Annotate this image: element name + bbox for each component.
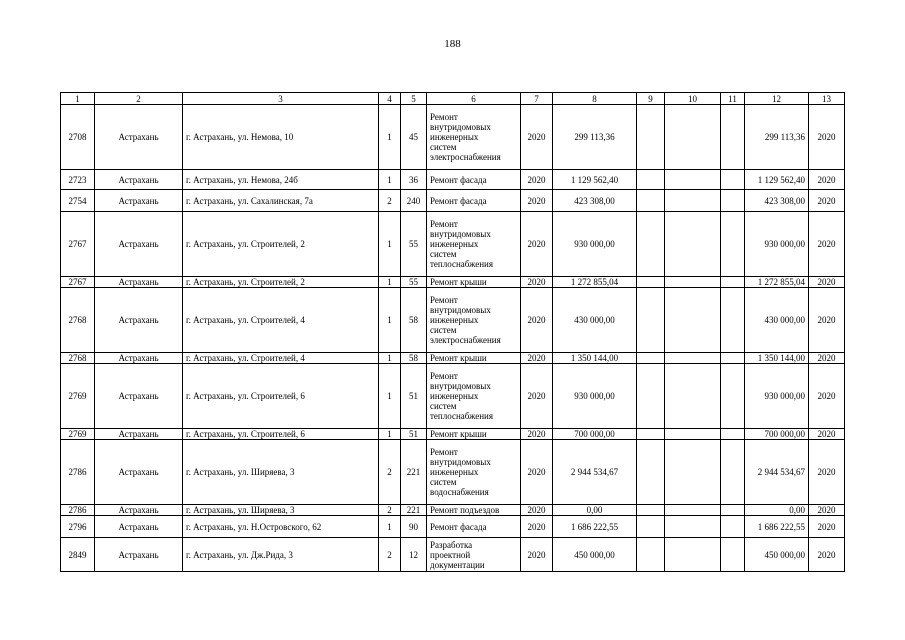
- completion-year-cell: 2020: [809, 516, 845, 538]
- municipality-cell: Астрахань: [95, 440, 183, 505]
- column-number-9: 9: [637, 93, 665, 105]
- col-11-value-cell: [721, 288, 745, 353]
- municipality-cell: Астрахань: [95, 505, 183, 516]
- col-5-value-cell: 55: [401, 212, 427, 277]
- col-10-value-cell: [665, 440, 721, 505]
- municipality-cell: Астрахань: [95, 538, 183, 572]
- amount-cell: 700 000,00: [553, 429, 637, 440]
- col-4-value-cell: 2: [379, 440, 401, 505]
- work-type-cell: Ремонт внутридомовых инженерных систем водоснабжения: [427, 440, 521, 505]
- work-type-cell: Ремонт внутридомовых инженерных систем электроснабжения: [427, 105, 521, 170]
- col-9-value-cell: [637, 505, 665, 516]
- column-number-11: 11: [721, 93, 745, 105]
- table-row: [61, 364, 845, 429]
- col-4-value-cell: 1: [379, 364, 401, 429]
- table-row: [61, 190, 845, 212]
- record-id-cell: 2849: [61, 538, 95, 572]
- col-9-value-cell: [637, 277, 665, 288]
- year-cell: 2020: [521, 353, 553, 364]
- col-4-value-cell: 1: [379, 170, 401, 190]
- amount-cell: 930 000,00: [553, 212, 637, 277]
- col-10-value-cell: [665, 364, 721, 429]
- amount-cell: 1 350 144,00: [553, 353, 637, 364]
- col-9-value-cell: [637, 440, 665, 505]
- col-10-value-cell: [665, 277, 721, 288]
- column-number-12: 12: [745, 93, 809, 105]
- record-id-cell: 2769: [61, 364, 95, 429]
- col-11-value-cell: [721, 538, 745, 572]
- amount-total-cell: 1 350 144,00: [745, 353, 809, 364]
- col-11-value-cell: [721, 212, 745, 277]
- amount-cell: 1 129 562,40: [553, 170, 637, 190]
- amount-total-cell: 1 686 222,55: [745, 516, 809, 538]
- amount-cell: 1 686 222,55: [553, 516, 637, 538]
- col-10-value-cell: [665, 288, 721, 353]
- col-9-value-cell: [637, 364, 665, 429]
- record-id-cell: 2708: [61, 105, 95, 170]
- col-5-value-cell: 55: [401, 277, 427, 288]
- amount-total-cell: 930 000,00: [745, 212, 809, 277]
- column-number-3: 3: [183, 93, 379, 105]
- col-10-value-cell: [665, 538, 721, 572]
- amount-total-cell: 1 129 562,40: [745, 170, 809, 190]
- col-10-value-cell: [665, 105, 721, 170]
- municipality-cell: Астрахань: [95, 170, 183, 190]
- col-11-value-cell: [721, 429, 745, 440]
- col-10-value-cell: [665, 190, 721, 212]
- amount-total-cell: 700 000,00: [745, 429, 809, 440]
- amount-total-cell: 430 000,00: [745, 288, 809, 353]
- completion-year-cell: 2020: [809, 353, 845, 364]
- col-11-value-cell: [721, 505, 745, 516]
- col-5-value-cell: 12: [401, 538, 427, 572]
- year-cell: 2020: [521, 277, 553, 288]
- col-4-value-cell: 1: [379, 353, 401, 364]
- col-5-value-cell: 240: [401, 190, 427, 212]
- completion-year-cell: 2020: [809, 538, 845, 572]
- col-5-value-cell: 51: [401, 364, 427, 429]
- address-cell: г. Астрахань, ул. Ширяева, 3: [183, 505, 379, 516]
- completion-year-cell: 2020: [809, 288, 845, 353]
- col-10-value-cell: [665, 505, 721, 516]
- municipality-cell: Астрахань: [95, 288, 183, 353]
- col-11-value-cell: [721, 516, 745, 538]
- year-cell: 2020: [521, 505, 553, 516]
- address-cell: г. Астрахань, ул. Строителей, 2: [183, 277, 379, 288]
- amount-cell: 450 000,00: [553, 538, 637, 572]
- completion-year-cell: 2020: [809, 277, 845, 288]
- address-cell: г. Астрахань, ул. Строителей, 6: [183, 364, 379, 429]
- record-id-cell: 2786: [61, 505, 95, 516]
- address-cell: г. Астрахань, ул. Дж.Рида, 3: [183, 538, 379, 572]
- completion-year-cell: 2020: [809, 105, 845, 170]
- amount-cell: 2 944 534,67: [553, 440, 637, 505]
- completion-year-cell: 2020: [809, 190, 845, 212]
- record-id-cell: 2768: [61, 353, 95, 364]
- col-5-value-cell: 58: [401, 288, 427, 353]
- amount-cell: 0,00: [553, 505, 637, 516]
- record-id-cell: 2796: [61, 516, 95, 538]
- column-number-10: 10: [665, 93, 721, 105]
- column-number-13: 13: [809, 93, 845, 105]
- col-11-value-cell: [721, 353, 745, 364]
- municipality-cell: Астрахань: [95, 190, 183, 212]
- col-9-value-cell: [637, 516, 665, 538]
- table-row: [61, 277, 845, 288]
- col-4-value-cell: 2: [379, 538, 401, 572]
- col-4-value-cell: 1: [379, 105, 401, 170]
- col-9-value-cell: [637, 170, 665, 190]
- municipality-cell: Астрахань: [95, 364, 183, 429]
- col-10-value-cell: [665, 516, 721, 538]
- amount-total-cell: 299 113,36: [745, 105, 809, 170]
- column-number-row: [61, 93, 845, 105]
- table-row: [61, 429, 845, 440]
- address-cell: г. Астрахань, ул. Строителей, 4: [183, 288, 379, 353]
- record-id-cell: 2769: [61, 429, 95, 440]
- work-type-cell: Ремонт крыши: [427, 353, 521, 364]
- col-4-value-cell: 1: [379, 516, 401, 538]
- year-cell: 2020: [521, 440, 553, 505]
- year-cell: 2020: [521, 516, 553, 538]
- year-cell: 2020: [521, 364, 553, 429]
- col-4-value-cell: 2: [379, 190, 401, 212]
- col-4-value-cell: 1: [379, 429, 401, 440]
- record-id-cell: 2767: [61, 212, 95, 277]
- work-type-cell: Ремонт подъездов: [427, 505, 521, 516]
- year-cell: 2020: [521, 190, 553, 212]
- year-cell: 2020: [521, 170, 553, 190]
- col-11-value-cell: [721, 170, 745, 190]
- work-type-cell: Ремонт фасада: [427, 190, 521, 212]
- column-number-7: 7: [521, 93, 553, 105]
- amount-cell: 423 308,00: [553, 190, 637, 212]
- amount-cell: 430 000,00: [553, 288, 637, 353]
- work-type-cell: Ремонт внутридомовых инженерных систем теплоснабжения: [427, 364, 521, 429]
- amount-total-cell: 0,00: [745, 505, 809, 516]
- completion-year-cell: 2020: [809, 212, 845, 277]
- year-cell: 2020: [521, 212, 553, 277]
- year-cell: 2020: [521, 429, 553, 440]
- col-9-value-cell: [637, 538, 665, 572]
- col-5-value-cell: 221: [401, 440, 427, 505]
- municipality-cell: Астрахань: [95, 429, 183, 440]
- table-row: [61, 505, 845, 516]
- record-id-cell: 2786: [61, 440, 95, 505]
- year-cell: 2020: [521, 538, 553, 572]
- col-5-value-cell: 45: [401, 105, 427, 170]
- completion-year-cell: 2020: [809, 429, 845, 440]
- table-row: [61, 105, 845, 170]
- municipality-cell: Астрахань: [95, 277, 183, 288]
- column-number-2: 2: [95, 93, 183, 105]
- col-11-value-cell: [721, 105, 745, 170]
- col-5-value-cell: 51: [401, 429, 427, 440]
- col-9-value-cell: [637, 212, 665, 277]
- table-header: [61, 93, 845, 105]
- address-cell: г. Астрахань, ул. Немова, 10: [183, 105, 379, 170]
- table-row: [61, 170, 845, 190]
- col-4-value-cell: 1: [379, 288, 401, 353]
- table-row: [61, 516, 845, 538]
- amount-total-cell: 930 000,00: [745, 364, 809, 429]
- record-id-cell: 2723: [61, 170, 95, 190]
- completion-year-cell: 2020: [809, 440, 845, 505]
- work-type-cell: Ремонт крыши: [427, 429, 521, 440]
- address-cell: г. Астрахань, ул. Ширяева, 3: [183, 440, 379, 505]
- amount-cell: 930 000,00: [553, 364, 637, 429]
- work-type-cell: Ремонт внутридомовых инженерных систем электроснабжения: [427, 288, 521, 353]
- year-cell: 2020: [521, 288, 553, 353]
- col-11-value-cell: [721, 364, 745, 429]
- municipality-cell: Астрахань: [95, 353, 183, 364]
- address-cell: г. Астрахань, ул. Строителей, 4: [183, 353, 379, 364]
- table-row: [61, 288, 845, 353]
- col-9-value-cell: [637, 429, 665, 440]
- municipality-cell: Астрахань: [95, 105, 183, 170]
- amount-total-cell: 450 000,00: [745, 538, 809, 572]
- year-cell: 2020: [521, 105, 553, 170]
- completion-year-cell: 2020: [809, 170, 845, 190]
- column-number-1: 1: [61, 93, 95, 105]
- col-9-value-cell: [637, 288, 665, 353]
- amount-total-cell: 1 272 855,04: [745, 277, 809, 288]
- record-id-cell: 2768: [61, 288, 95, 353]
- work-type-cell: Разработка проектной документации: [427, 538, 521, 572]
- col-5-value-cell: 58: [401, 353, 427, 364]
- address-cell: г. Астрахань, ул. Немова, 24б: [183, 170, 379, 190]
- amount-total-cell: 423 308,00: [745, 190, 809, 212]
- completion-year-cell: 2020: [809, 364, 845, 429]
- work-type-cell: Ремонт фасада: [427, 516, 521, 538]
- table-row: [61, 353, 845, 364]
- municipality-cell: Астрахань: [95, 516, 183, 538]
- work-type-cell: Ремонт фасада: [427, 170, 521, 190]
- address-cell: г. Астрахань, ул. Строителей, 6: [183, 429, 379, 440]
- table-row: [61, 212, 845, 277]
- completion-year-cell: 2020: [809, 505, 845, 516]
- amount-cell: 1 272 855,04: [553, 277, 637, 288]
- repair-register-table: [60, 92, 845, 572]
- col-4-value-cell: 1: [379, 212, 401, 277]
- municipality-cell: Астрахань: [95, 212, 183, 277]
- col-10-value-cell: [665, 170, 721, 190]
- col-11-value-cell: [721, 190, 745, 212]
- col-11-value-cell: [721, 277, 745, 288]
- work-type-cell: Ремонт внутридомовых инженерных систем теплоснабжения: [427, 212, 521, 277]
- col-9-value-cell: [637, 105, 665, 170]
- column-number-8: 8: [553, 93, 637, 105]
- page-number: 188: [444, 38, 461, 50]
- col-9-value-cell: [637, 190, 665, 212]
- column-number-5: 5: [401, 93, 427, 105]
- col-10-value-cell: [665, 429, 721, 440]
- column-number-4: 4: [379, 93, 401, 105]
- col-4-value-cell: 1: [379, 277, 401, 288]
- col-9-value-cell: [637, 353, 665, 364]
- col-5-value-cell: 221: [401, 505, 427, 516]
- table-body: [61, 105, 845, 572]
- col-11-value-cell: [721, 440, 745, 505]
- col-5-value-cell: 36: [401, 170, 427, 190]
- record-id-cell: 2754: [61, 190, 95, 212]
- address-cell: г. Астрахань, ул. Н.Островского, 62: [183, 516, 379, 538]
- table-row: [61, 440, 845, 505]
- address-cell: г. Астрахань, ул. Строителей, 2: [183, 212, 379, 277]
- col-4-value-cell: 2: [379, 505, 401, 516]
- table-row: [61, 538, 845, 572]
- amount-total-cell: 2 944 534,67: [745, 440, 809, 505]
- column-number-6: 6: [427, 93, 521, 105]
- amount-cell: 299 113,36: [553, 105, 637, 170]
- col-10-value-cell: [665, 212, 721, 277]
- address-cell: г. Астрахань, ул. Сахалинская, 7а: [183, 190, 379, 212]
- record-id-cell: 2767: [61, 277, 95, 288]
- work-type-cell: Ремонт крыши: [427, 277, 521, 288]
- col-10-value-cell: [665, 353, 721, 364]
- col-5-value-cell: 90: [401, 516, 427, 538]
